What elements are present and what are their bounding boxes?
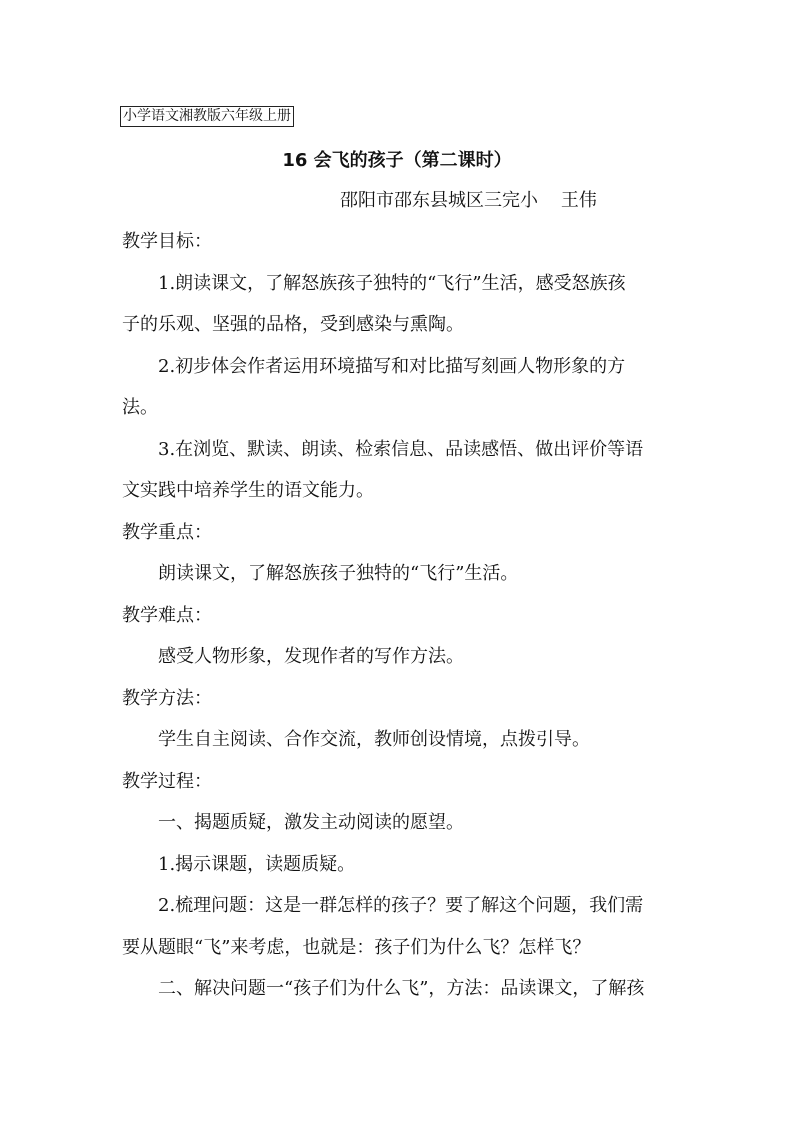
process-step-2-line-1: 二、解决问题一“孩子们为什么飞”，方法：品读课文，了解孩 [158, 978, 645, 999]
grade-tag: 小学语文湘教版六年级上册 [120, 106, 294, 127]
author-line: 邵阳市邵东县城区三完小 王伟 [340, 190, 597, 211]
difficulty-heading: 教学难点： [122, 605, 212, 626]
goals-heading: 教学目标： [122, 231, 212, 252]
lesson-title: 16 会飞的孩子（第二课时） [282, 150, 512, 171]
goal-3-line-2: 文实践中培养学生的语文能力。 [122, 480, 374, 501]
process-step-1-2-line-1: 2.梳理问题：这是一群怎样的孩子？要了解这个问题，我们需 [158, 895, 644, 916]
method-heading: 教学方法： [122, 688, 212, 709]
key-points-heading: 教学重点： [122, 522, 212, 543]
method-text: 学生自主阅读、合作交流，教师创设情境，点拨引导。 [158, 729, 590, 750]
goal-1-line-2: 子的乐观、坚强的品格，受到感染与熏陶。 [122, 314, 464, 335]
process-step-1: 一、揭题质疑，激发主动阅读的愿望。 [158, 812, 464, 833]
difficulty-text: 感受人物形象，发现作者的写作方法。 [158, 646, 464, 667]
goal-1-line-1: 1.朗读课文，了解怒族孩子独特的“飞行”生活，感受怒族孩 [158, 273, 626, 294]
process-heading: 教学过程： [122, 771, 212, 792]
process-step-1-1: 1.揭示课题，读题质疑。 [158, 854, 356, 875]
key-points-text: 朗读课文，了解怒族孩子独特的“飞行”生活。 [158, 563, 519, 584]
process-step-1-2-line-2: 要从题眼“飞”来考虑，也就是：孩子们为什么飞？怎样飞？ [122, 937, 591, 958]
goal-2-line-2: 法。 [122, 397, 158, 418]
goal-3-line-1: 3.在浏览、默读、朗读、检索信息、品读感悟、做出评价等语 [158, 439, 644, 460]
goal-2-line-1: 2.初步体会作者运用环境描写和对比描写刻画人物形象的方 [158, 356, 626, 377]
